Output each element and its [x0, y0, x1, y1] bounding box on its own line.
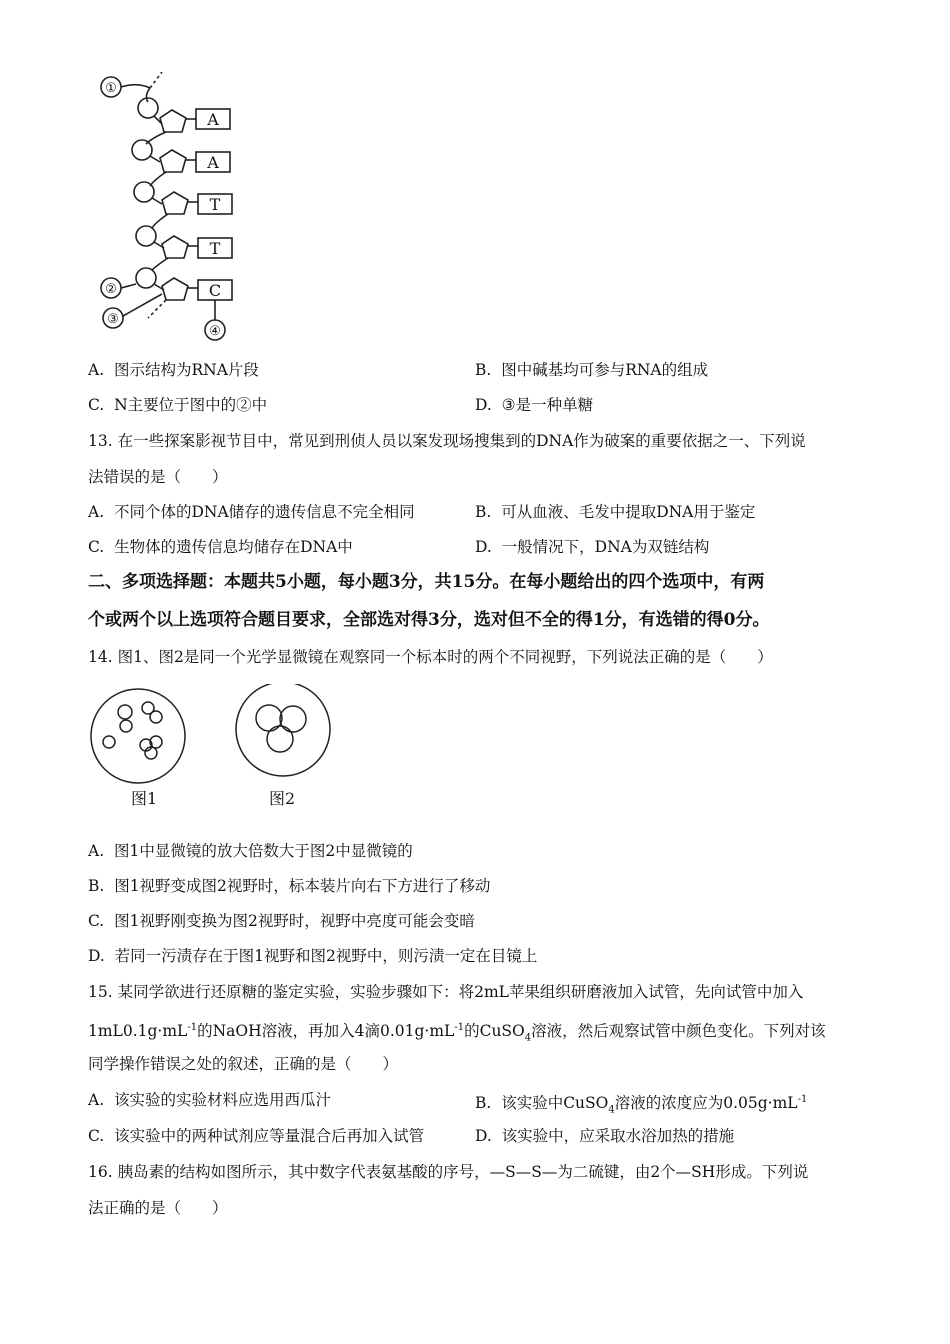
- q12-option-b: B. 图中碱基均可参与RNA的组成: [475, 361, 709, 379]
- q15-stem-line2: $1mL0.1g\cdot mL^{-1}$的NaOH溶液，再加入4滴$0.01g\cdot mL^{-1}$的CuSO$_4$溶液，然后观察试管中颜色变化。下列对该: [88, 1022, 826, 1044]
- label-3: ③: [107, 312, 119, 327]
- base-c: C: [208, 281, 222, 300]
- q14-option-a: A. 图1中显微镜的放大倍数大于图2中显微镜的: [88, 842, 413, 860]
- section2-heading-line1: 二、多项选择题：本题共5小题，每小题3分，共15分。在每小题给出的四个选项中，有两: [88, 572, 765, 592]
- base-a-2: A: [207, 153, 219, 172]
- fig2-label: 图2: [269, 789, 296, 808]
- q13-option-c: C. 生物体的遗传信息均储存在DNA中: [88, 538, 353, 556]
- q12-option-d: D. ③是一种单糖: [475, 396, 594, 414]
- fig1-label: 图1: [131, 789, 158, 808]
- dna-strand-figure: [92, 72, 352, 342]
- q14-option-c: C. 图1视野刚变换为图2视野时，视野中亮度可能会变暗: [88, 912, 475, 930]
- q15-stem-line3: 同学操作错误之处的叙述，正确的是（ ）: [88, 1055, 399, 1073]
- q12-option-c: C. N主要位于图中的②中: [88, 396, 268, 414]
- base-t-1: T: [209, 195, 221, 214]
- label-2: ②: [105, 282, 117, 297]
- q15-option-c: C. 该实验中的两种试剂应等量混合后再加入试管: [88, 1127, 425, 1145]
- q15-stem-line1: 15. 某同学欲进行还原糖的鉴定实验，实验步骤如下：将2mL苹果组织研磨液加入试管，先向试管中加入: [88, 983, 804, 1001]
- q15-option-d: D. 该实验中，应采取水浴加热的措施: [475, 1127, 735, 1145]
- q14-option-b: B. 图1视野变成图2视野时，标本装片向右下方进行了移动: [88, 877, 491, 895]
- base-a-1: A: [207, 110, 219, 129]
- q12-option-a: A. 图示结构为RNA片段: [88, 361, 259, 379]
- section2-heading-line2: 个或两个以上选项符合题目要求，全部选对得3分，选对但不全的得1分，有选错的得0分。: [88, 610, 770, 630]
- q14-stem: 14. 图1、图2是同一个光学显微镜在观察同一个标本时的两个不同视野，下列说法正确的是（ ）: [88, 648, 773, 666]
- microscope-fields-figure: [88, 684, 348, 814]
- base-t-2: T: [209, 239, 221, 258]
- q13-stem-line1: 13. 在一些探案影视节目中，常见到刑侦人员以案发现场搜集到的DNA作为破案的重要依据之一、下列说: [88, 432, 806, 450]
- q14-option-d: D. 若同一污渍存在于图1视野和图2视野中，则污渍一定在目镜上: [88, 947, 538, 965]
- q13-option-b: B. 可从血液、毛发中提取DNA用于鉴定: [475, 503, 756, 521]
- q15-option-b: B. 该实验中CuSO$_4$溶液的浓度应为$0.05g\cdot mL^{-1}$: [475, 1094, 808, 1116]
- q16-stem-line2: 法正确的是（ ）: [88, 1199, 228, 1217]
- label-1: ①: [105, 81, 117, 96]
- q16-stem-line1: 16. 胰岛素的结构如图所示，其中数字代表氨基酸的序号，—S—S—为二硫键，由2个—SH形成。下列说: [88, 1163, 809, 1181]
- q15-option-a: A. 该实验的实验材料应选用西瓜汁: [88, 1091, 331, 1109]
- label-4: ④: [209, 324, 221, 339]
- q13-option-a: A. 不同个体的DNA储存的遗传信息不完全相同: [88, 503, 415, 521]
- q13-stem-line2: 法错误的是（ ）: [88, 468, 228, 486]
- q13-option-d: D. 一般情况下，DNA为双链结构: [475, 538, 710, 556]
